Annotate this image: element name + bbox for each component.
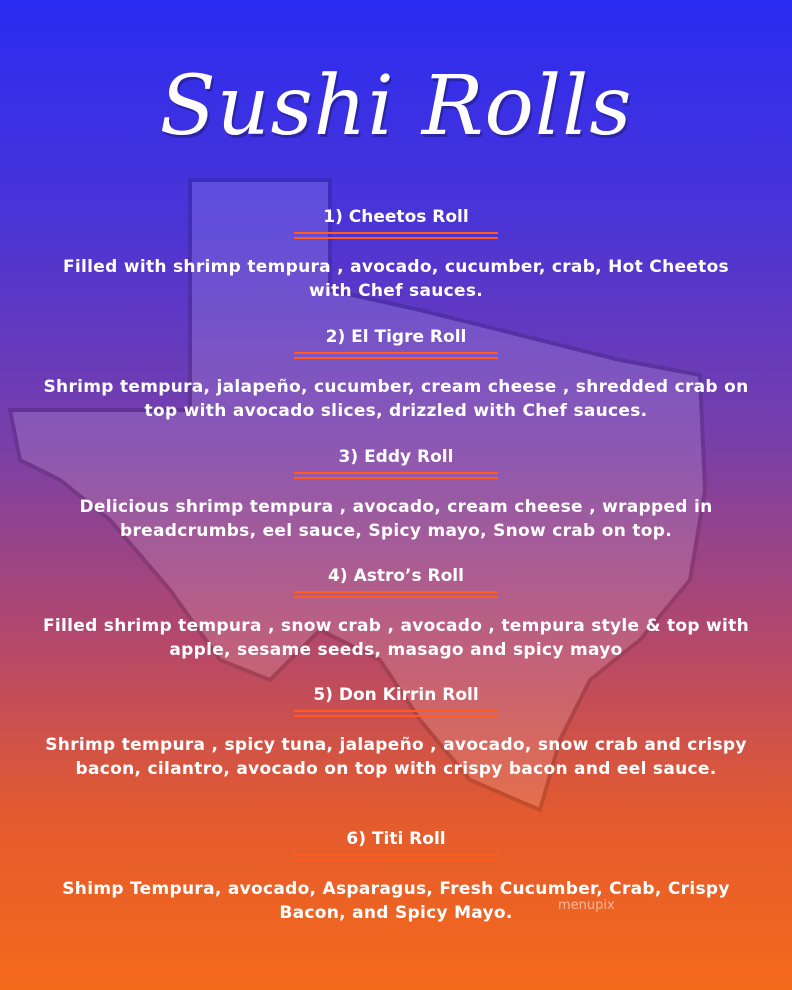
item-underline <box>294 854 498 861</box>
credit-watermark: menupix <box>558 898 615 913</box>
menu-item <box>0 446 792 543</box>
item-description: Delicious shrimp tempura , avocado, cream cheese , wrapped in breadcrumbs, eel sauce, Spicy mayo, Snow crab on top. <box>79 497 713 541</box>
item-underline <box>294 710 498 717</box>
item-name: 5) Don Kirrin Roll <box>313 685 479 705</box>
page-title: Sushi Rolls <box>159 59 633 154</box>
item-description: Shrimp tempura , spicy tuna, jalapeño , avocado, snow crab and crispy bacon, cilantro, avocado on top with crispy bacon and eel sauce. <box>45 735 747 779</box>
item-underline <box>294 472 498 479</box>
item-description: Filled with shrimp tempura , avocado, cucumber, crab, Hot Cheetos with Chef sauces. <box>63 257 729 301</box>
menu-item <box>0 684 792 781</box>
item-description: Shimp Tempura, avocado, Asparagus, Fresh Cucumber, Crab, Crispy Bacon, and Spicy Mayo. <box>62 879 730 923</box>
item-underline <box>294 232 498 239</box>
item-name: 6) Titi Roll <box>346 829 446 849</box>
item-underline <box>294 591 498 598</box>
item-description: Shrimp tempura, jalapeño, cucumber, cream cheese , shredded crab on top with avocado slices, drizzled with Chef sauces. <box>43 377 749 421</box>
item-description: Filled shrimp tempura , snow crab , avocado , tempura style & top with apple, sesame seeds, masago and spicy mayo <box>43 616 749 660</box>
item-name: 2) El Tigre Roll <box>325 327 467 347</box>
item-underline <box>294 352 498 359</box>
menu-item <box>0 828 792 925</box>
item-name: 3) Eddy Roll <box>338 447 454 467</box>
item-name: 4) Astro’s Roll <box>328 566 464 586</box>
menu-item <box>0 565 792 662</box>
item-name: 1) Cheetos Roll <box>323 207 469 227</box>
menu-item <box>0 326 792 423</box>
menu-item <box>0 206 792 303</box>
